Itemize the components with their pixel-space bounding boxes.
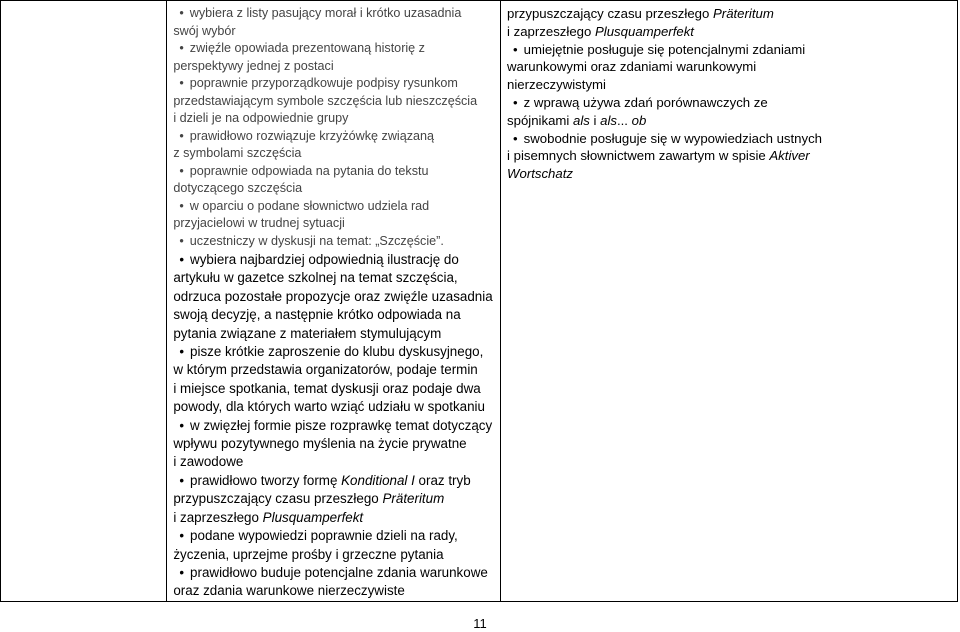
italic-term: Präteritum <box>382 491 445 507</box>
bullet-item: • poprawnie przyporządkowuje podpisy rysunkom <box>173 76 458 90</box>
middle-cell <box>167 1 501 602</box>
italic-term: ob <box>631 112 647 128</box>
italic-term: Plusquamperfekt <box>595 23 694 39</box>
bullet-item: • prawidłowo tworzy formę Konditional I oraz tryb <box>173 473 470 488</box>
bullet-item: • wybiera najbardziej odpowiednią ilustrację do <box>173 252 458 267</box>
text-line: warunkowymi oraz zdaniami warunkowymi <box>507 59 757 75</box>
text-line: z symbolami szczęścia <box>173 146 302 160</box>
text-line: przedstawiającym symbole szczęścia lub nieszczęścia <box>173 93 478 108</box>
text-line: przypuszczający czasu przeszłego Präteritum <box>507 6 774 21</box>
text-line: swoją decyzję, a następnie krótko odpowiada na <box>173 307 461 323</box>
text-line: powody, dla których warto wziąć udziału w spotkaniu <box>173 399 485 415</box>
text-line: spójnikami als i als... ob <box>507 112 647 128</box>
italic-term: Plusquamperfekt <box>262 509 364 525</box>
text-line: i zaprzeszłego Plusquamperfekt <box>507 23 694 39</box>
bullet-item: • prawidłowo rozwiązuje krzyżówkę związaną <box>173 129 434 143</box>
bullet-item: • swobodnie posługuje się w wypowiedziach ustnych <box>507 131 822 146</box>
text-line: i dzieli je na odpowiednie grupy <box>173 111 349 125</box>
text-line: w którym przedstawia organizatorów, podaje termin <box>173 362 478 378</box>
italic-term: als <box>573 112 590 128</box>
italic-term: Konditional I <box>341 472 415 488</box>
bullet-item: • wybiera z listy pasujący morał i krótko uzasadnia <box>173 6 461 20</box>
bullet-item: • w oparciu o podane słownictwo udziela rad <box>173 199 429 213</box>
text-line: wpływu pozytywnego myślenia na życie prywatne <box>173 436 467 452</box>
text-line: i miejsce spotkania, temat dyskusji oraz podaje dwa <box>173 380 481 396</box>
text-line: i pisemnych słownictwem zawartym w spisie Aktiver <box>507 148 810 164</box>
text-line: dotyczącego szczęścia <box>173 181 303 195</box>
text-line: przyjacielowi w trudnej sytuacji <box>173 216 345 230</box>
italic-term: Wortschatz <box>507 166 573 182</box>
bullet-item: • w zwięzłej formie pisze rozprawkę temat dotyczący <box>173 418 492 433</box>
bullet-item: • podane wypowiedzi poprawnie dzieli na rady, <box>173 528 457 543</box>
text-line: przypuszczający czasu przeszłego Präteritum <box>173 491 445 507</box>
text-line: oraz zdania warunkowe nierzeczywiste <box>173 583 405 599</box>
text-line: perspektywy jednej z postaci <box>173 58 334 73</box>
right-cell-content <box>501 1 957 183</box>
italic-term: Präteritum <box>713 6 774 21</box>
italic-term: Aktiver <box>769 148 810 164</box>
italic-term: als <box>600 112 617 128</box>
bullet-item: • prawidłowo buduje potencjalne zdania warunkowe <box>173 565 487 580</box>
text-line: i zawodowe <box>173 454 244 470</box>
right-cell <box>501 1 958 602</box>
text-line: artykułu w gazetce szkolnej na temat szczęścia, <box>173 270 458 286</box>
bullet-item: • zwięźle opowiada prezentowaną historię z <box>173 41 425 55</box>
text-line: życzenia, uprzejme prośby i grzeczne pytania <box>173 546 444 562</box>
bullet-item: • z wprawą używa zdań porównawczych ze <box>507 95 768 110</box>
text-line: i zaprzeszłego Plusquamperfekt <box>173 509 364 525</box>
bullet-item: • uczestniczy w dyskusji na temat: „Szczęście”. <box>173 234 443 248</box>
bullet-item: • pisze krótkie zaproszenie do klubu dyskusyjnego, <box>173 344 483 359</box>
dark-text-block <box>173 251 494 601</box>
text-line: odrzuca pozostałe propozycje oraz zwięźle uzasadnia <box>173 288 493 304</box>
middle-cell-content <box>167 1 500 601</box>
bullet-item: • umiejętnie posługuje się potencjalnymi zdaniami <box>507 42 805 57</box>
empty-left-cell <box>1 1 167 602</box>
text-line: nierzeczywistymi <box>507 77 606 93</box>
bullet-item: • poprawnie odpowiada na pytania do tekstu <box>173 164 428 178</box>
text-line: pytania związane z materiałem stymulującym <box>173 325 442 341</box>
text-line: swój wybór <box>173 23 236 38</box>
page-number: 11 <box>473 616 487 631</box>
